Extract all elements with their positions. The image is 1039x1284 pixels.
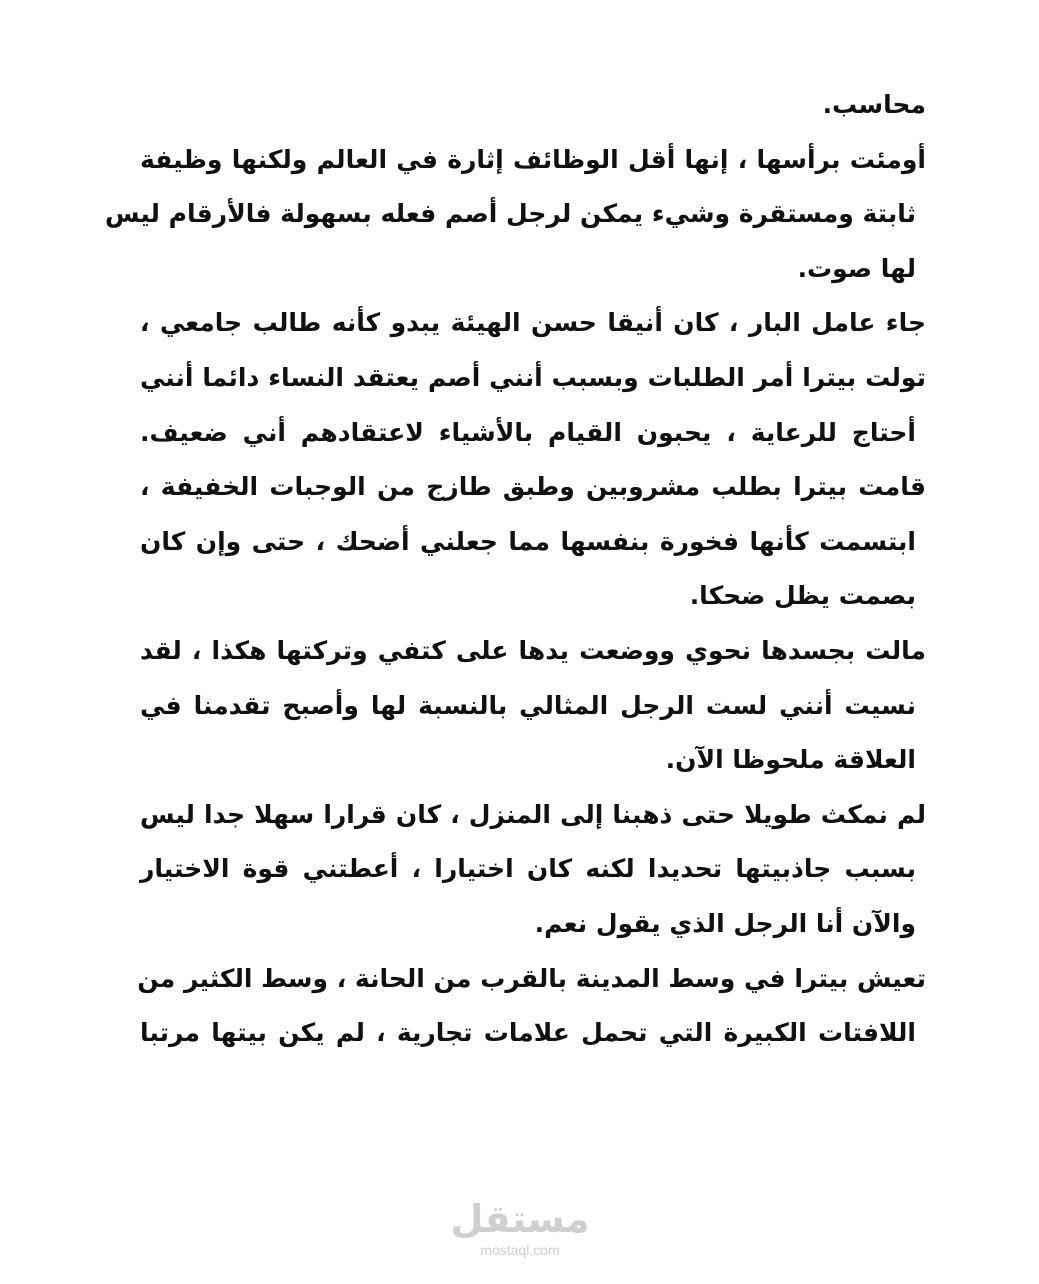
watermark-url: mostaql.com xyxy=(480,1242,560,1258)
text-line: ثابتة ومستقرة وشيء يمكن لرجل أصم فعله بسهولة فالأرقام ليس xyxy=(105,199,916,229)
text-line: نسيت أنني لست الرجل المثالي بالنسبة لها وأصبح تقدمنا في xyxy=(140,690,916,720)
text-line: تولت بيترا أمر الطلبات وبسبب أنني أصم يعتقد النساء دائما أنني xyxy=(140,362,926,392)
text-line: قامت بيترا بطلب مشروبين وطبق طازج من الوجبات الخفيفة ، xyxy=(140,472,926,502)
text-line: لها صوت. xyxy=(797,253,916,283)
text-line: والآن أنا الرجل الذي يقول نعم. xyxy=(534,908,916,938)
watermark-logo-text: مستقل xyxy=(450,1197,590,1241)
text-line: اللافتات الكبيرة التي تحمل علامات تجارية ، لم يكن بيتها مرتبا xyxy=(140,1018,916,1048)
mostaql-watermark xyxy=(440,1196,600,1258)
text-line: العلاقة ملحوظا الآن. xyxy=(665,745,916,775)
text-line: أومئت برأسها ، إنها أقل الوظائف إثارة في العالم ولكنها وظيفة xyxy=(140,144,926,174)
text-line: أحتاج للرعاية ، يحبون القيام بالأشياء لاعتقادهم أني ضعيف. xyxy=(140,417,916,447)
text-line: بسبب جاذبيتها تحديدا لكنه كان اختيارا ، أعطتني قوة الاختيار xyxy=(140,854,916,884)
text-line: بصمت يظل ضحكا. xyxy=(689,581,916,611)
text-line: محاسب. xyxy=(822,90,926,119)
text-line: تعيش بيترا في وسط المدينة بالقرب من الحانة ، وسط الكثير من xyxy=(137,963,926,993)
text-line: جاء عامل البار ، كان أنيقا حسن الهيئة يبدو كأنه طالب جامعي ، xyxy=(140,308,926,338)
text-line: ابتسمت كأنها فخورة بنفسها مما جعلني أضحك ، حتى وإن كان xyxy=(140,526,916,556)
story-text xyxy=(105,78,926,1061)
text-line: مالت بجسدها نحوي ووضعت يدها على كتفي وتركتها هكذا ، لقد xyxy=(140,635,926,665)
text-line: لم نمكث طويلا حتى ذهبنا إلى المنزل ، كان قرارا سهلا جدا ليس xyxy=(140,799,926,829)
